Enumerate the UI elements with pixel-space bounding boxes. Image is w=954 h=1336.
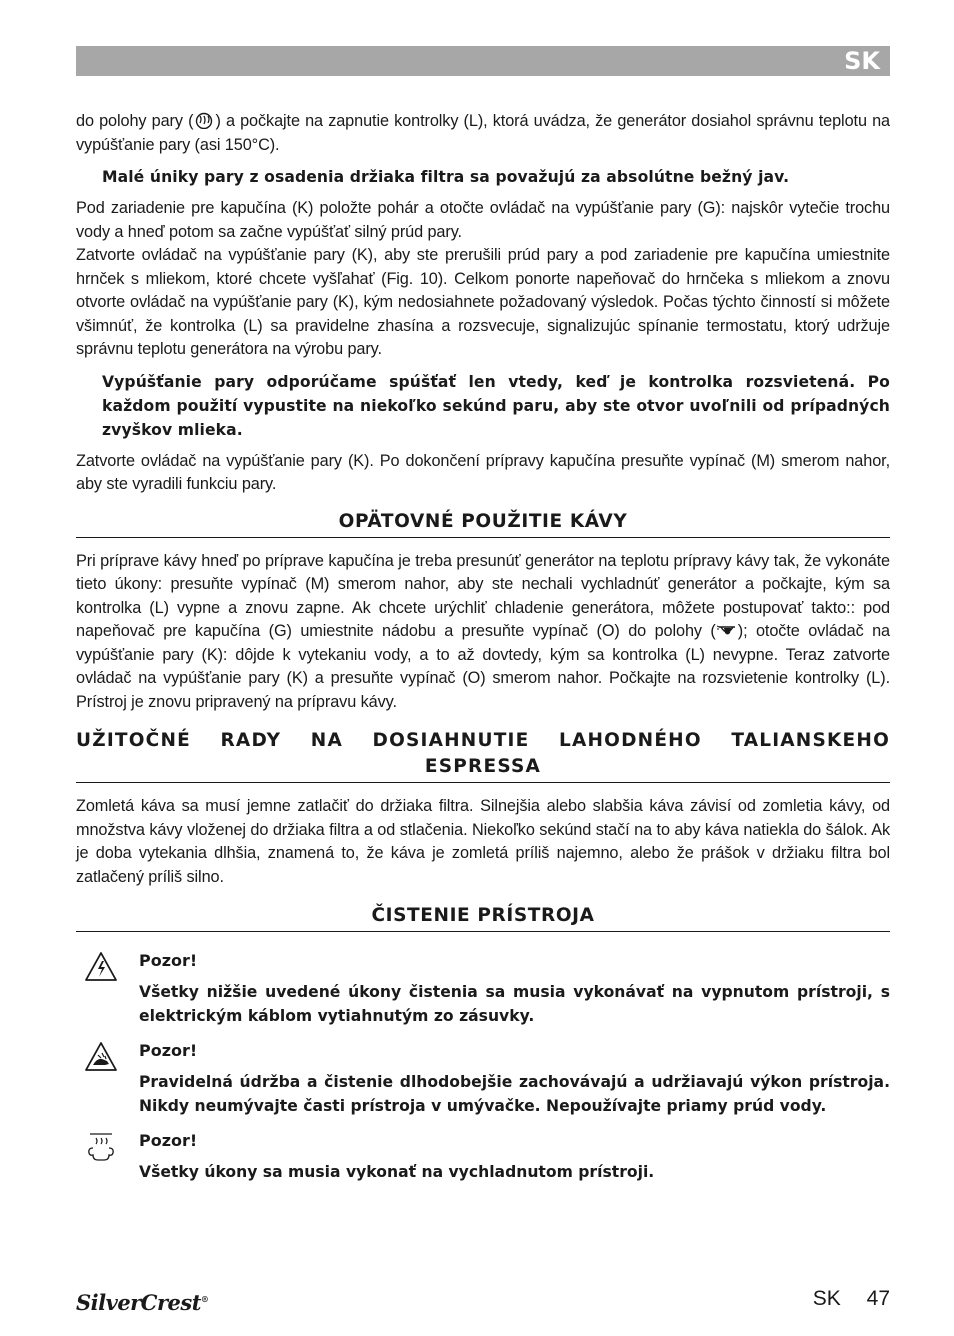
warning-title: Pozor!	[139, 951, 198, 970]
steam-symbol-icon	[193, 111, 215, 129]
warning-text: Všetky úkony sa musia vykonať na vychladnutom prístroji.	[139, 1163, 655, 1181]
page-content	[76, 110, 890, 1194]
brand-logo	[76, 1290, 208, 1315]
note-steam-leaks: Malé úniky pary z osadenia držiaka filtra sa považujú za absolútne bežný jav.	[102, 168, 790, 186]
footer-language: SK	[812, 1287, 841, 1310]
heading-espresso-tips: UŽITOČNÉ RADY NA DOSIAHNUTIE LAHODNÉHO TALIANSKEHO ESPRESSA	[76, 728, 890, 783]
heading-cleaning: ČISTENIE PRÍSTROJA	[76, 903, 890, 932]
paragraph-steam-position	[76, 110, 890, 157]
warning-cooled	[76, 1128, 890, 1184]
paragraph-cappuccino-glass: Pod zariadenie pre kapučína (K) položte pohár a otočte ovládač na vypúšťanie pary (G): najskôr vytečie trochu vody a hneď potom sa začne vypúšťať silný prúd pary.	[76, 199, 890, 241]
text-fragment: Pri príprave kávy hneď po príprave kapučína je treba presunúť generátor na teplotu prípravy kávy tak, že vykonáte tieto úkony: presuňte vypínač (M) smerom nahor, aby ste nechali vychladnúť generátor a počkajte, kým sa kontrolka (L) vypne a znovu zapne. Ak chcete urýchliť chladenie generátora, môžete postupovať takto:: pod napeňovač pre kapučína (G) umiestnite nádobu a presuňte vypínač (O) do polohy (	[76, 551, 890, 640]
hand-hazard-icon	[84, 1040, 118, 1074]
paragraph-reuse-coffee	[76, 550, 890, 715]
brand-name: SilverCrest	[76, 1290, 201, 1315]
header-bar	[76, 46, 890, 76]
language-tag: SK	[844, 47, 880, 75]
page-number: 47	[866, 1287, 890, 1310]
electric-hazard-icon	[84, 950, 118, 984]
note-steam-release: Vypúšťanie pary odporúčame spúšťať len vtedy, keď je kontrolka rozsvietená. Po každom použití vypustite na niekoľko sekúnd paru, aby ste otvor uvoľnili od prípadných zvyškov mlieka.	[102, 372, 890, 439]
water-symbol-icon	[716, 621, 738, 639]
text-fragment: ) a počkajte na zapnutie kontrolky (L), ktorá uvádza, že generátor dosiahol správnu teplotu na vypúšťanie pary (asi 150°C).	[76, 112, 890, 154]
text-fragment: ); otočte ovládač na vypúšťanie pary (K): dôjde k vytekaniu vody, a to až dovtedy, kým sa kontrolka (L) nevypne. Teraz zatvorte ovládač na vypúšťanie pary (K) a presuňte vypínač (O) smerom nahor. Počkajte na rozsvietenie kontrolky (L). Prístroj je znovu pripravený na prípravu kávy.	[76, 622, 890, 711]
paragraph-espresso-tips: Zomletá káva sa musí jemne zatlačiť do držiaka filtra. Silnejšia alebo slabšia káva závisí od zomletia kávy, od množstva kávy vloženej do držiaka filtra a od stlačenia. Niekoľko sekúnd stačí na to aby káva natiekla do šálok. Ak je doba vytekania dlhšia, znamená to, že káva je zomletá príliš najemno, alebo že prášok v držiaku filtra bol zatlačený príliš silno.	[76, 797, 890, 886]
warning-text: Všetky nižšie uvedené úkony čistenia sa musia vykonávať na vypnutom prístroji, s elektrickým káblom vytiahnutým zo zásuvky.	[139, 983, 890, 1025]
paragraph-milk-frothing: Zatvorte ovládač na vypúšťanie pary (K), aby ste prerušili prúd pary a pod zariadenie pre kapučína umiestnite hrnček s mliekom, ktoré chcete vyšľahať (Fig. 10). Celkom ponorte napeňovač do hrnčeka s mliekom a znovu otvorte ovládač na vypúšťanie pary (K), kým nedosiahnete požadovaný výsledok. Počas týchto činností si môžete všimnúť, že kontrolka (L) sa pravidelne zhasína a rozsvecuje, signalizujúc spínanie termostatu, ktorý udržuje správnu teplotu generátora na výrobu pary.	[76, 246, 890, 358]
paragraph-close-steam: Zatvorte ovládač na vypúšťanie pary (K). Po dokončení prípravy kapučína presuňte vypínač (M) smerom nahor, aby ste vyradili funkciu pary.	[76, 451, 890, 493]
warning-maintenance	[76, 1038, 890, 1118]
warning-unplug	[76, 948, 890, 1028]
warning-text: Pravidelná údržba a čistenie dlhodobejšie zachovávajú a udržiavajú výkon prístroja. Nikdy neumývajte časti prístroja v umývačke. Nepoužívajte priamy prúd vody.	[139, 1073, 890, 1115]
hot-surface-icon	[84, 1130, 118, 1164]
warning-title: Pozor!	[139, 1131, 198, 1150]
warning-title: Pozor!	[139, 1041, 198, 1060]
heading-reuse-coffee: OPÄTOVNÉ POUŽITIE KÁVY	[76, 509, 890, 538]
registered-mark: ®	[200, 1294, 209, 1304]
text-fragment: do polohy pary (	[76, 112, 194, 130]
page-footer	[813, 1287, 890, 1311]
